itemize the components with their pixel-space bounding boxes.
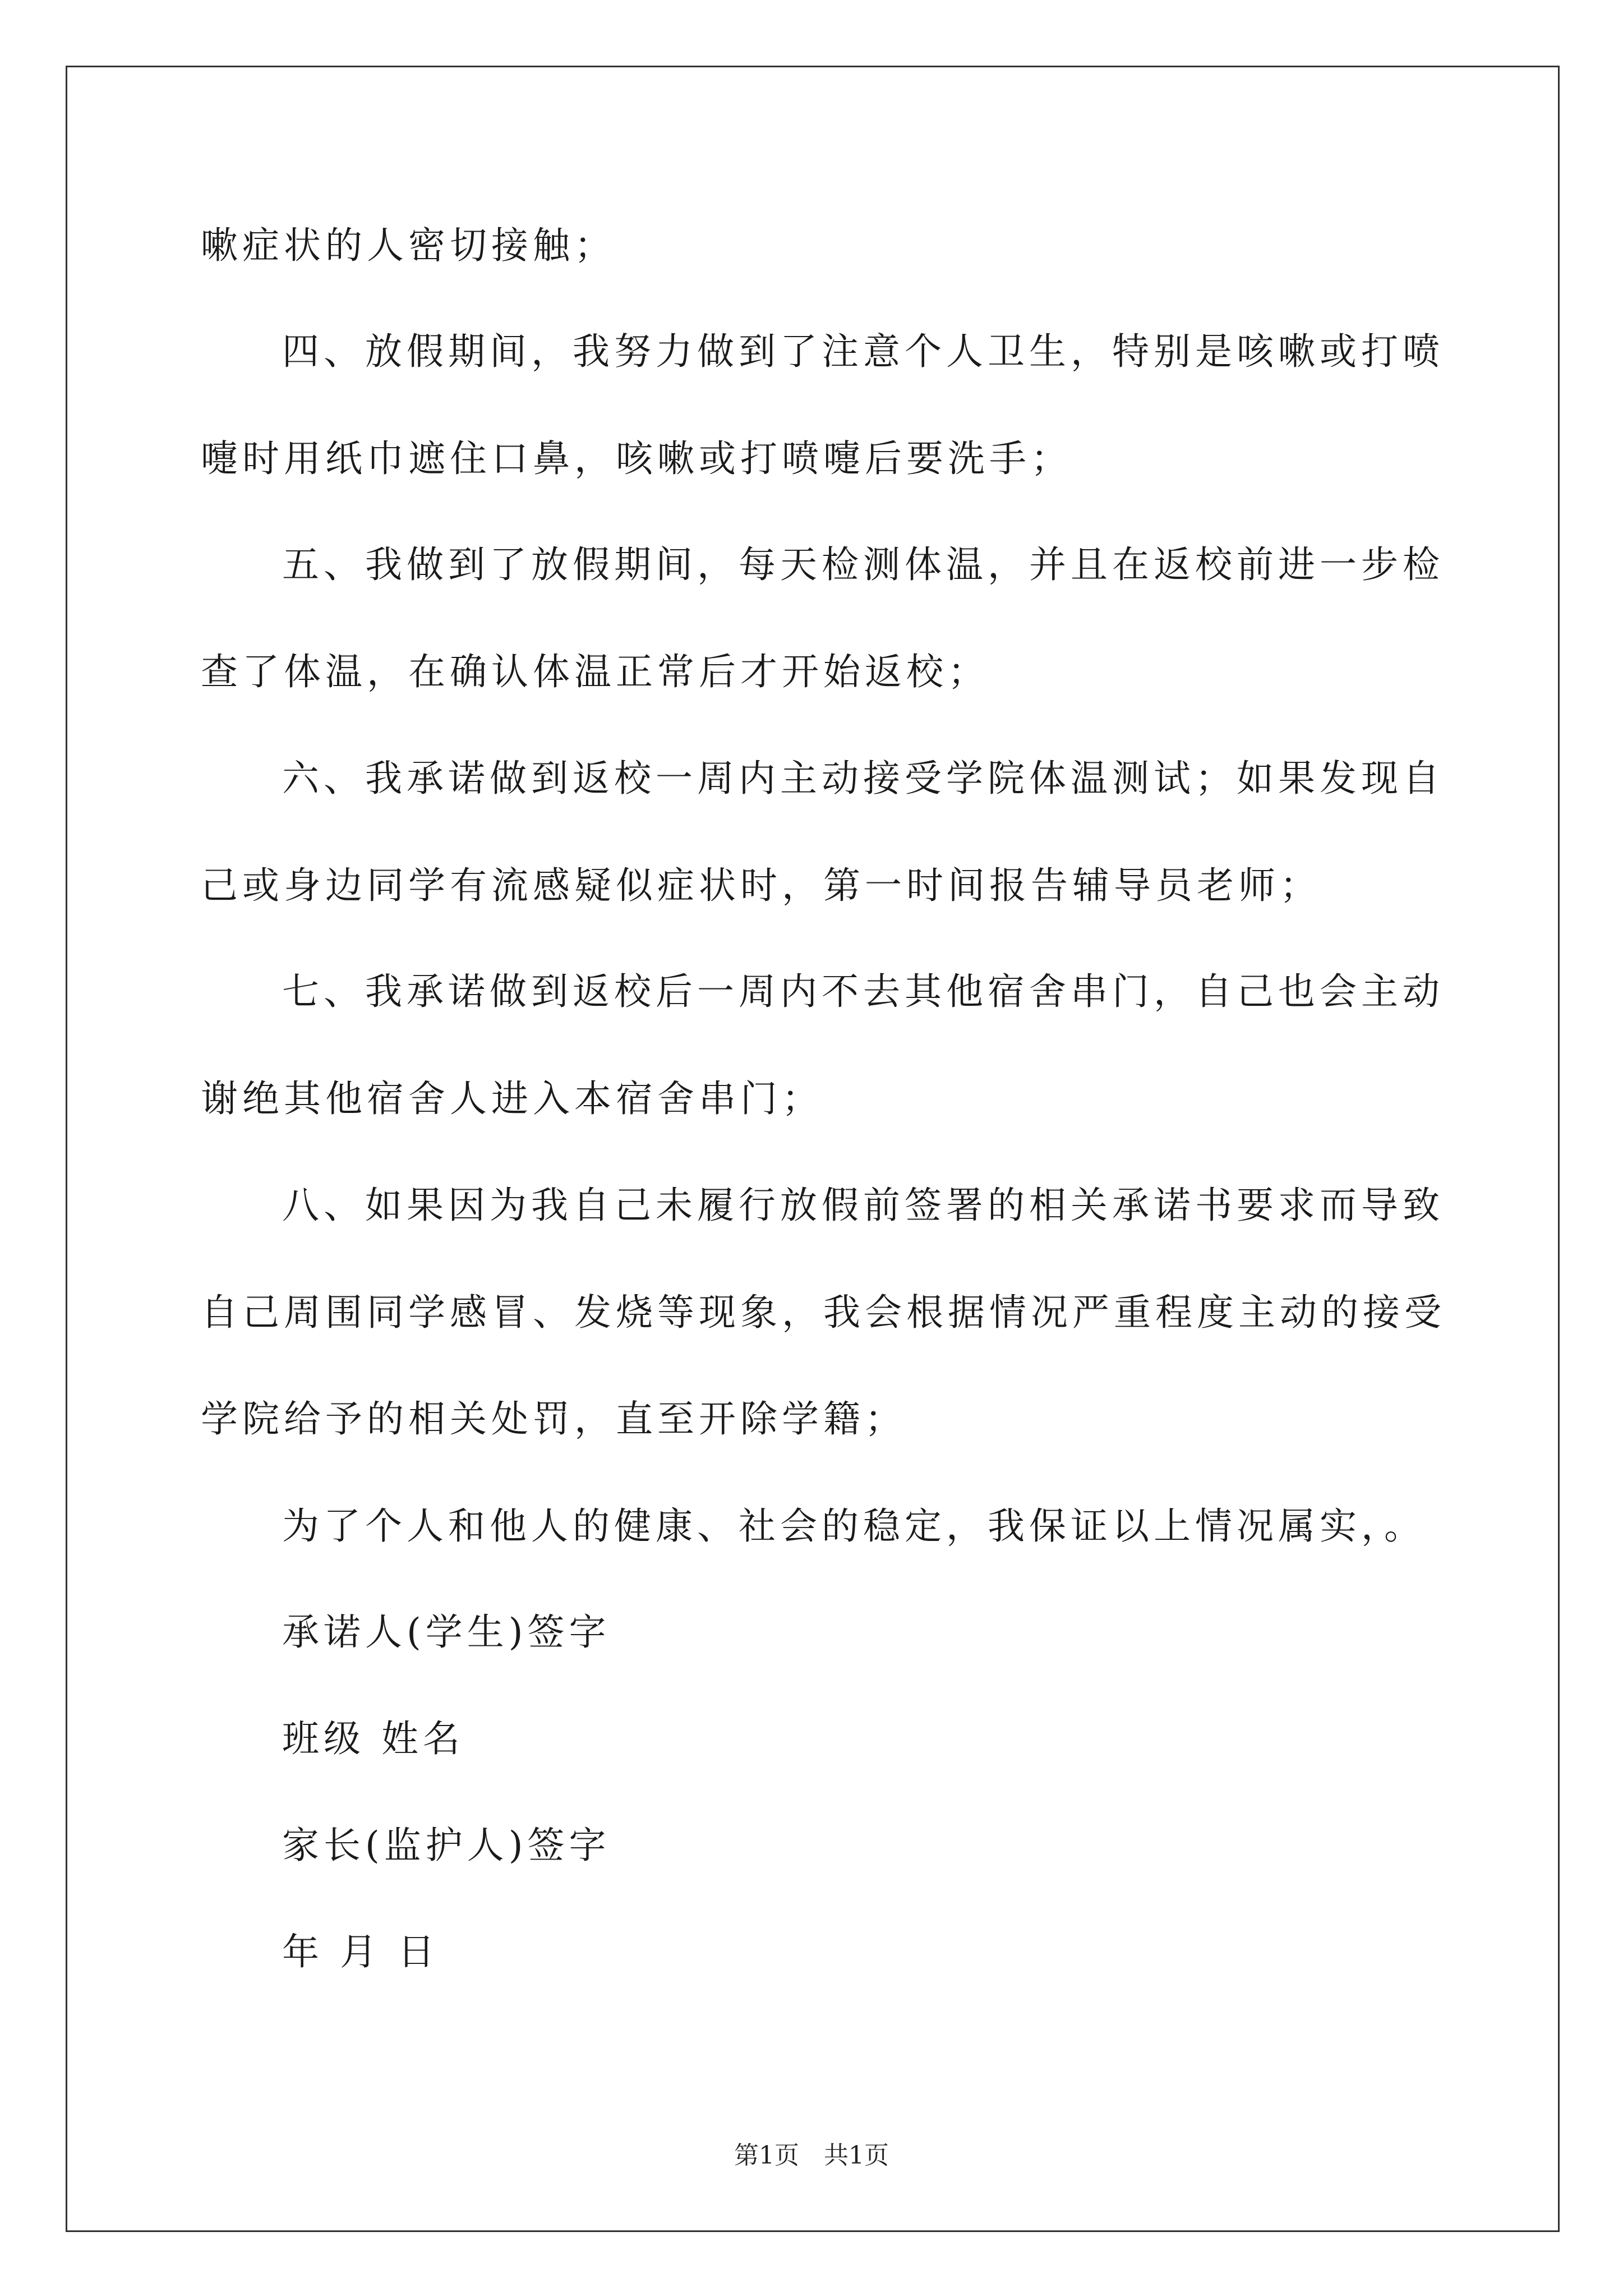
paragraph-line: 学院给予的相关处罚，直至开除学籍； <box>201 1397 906 1441</box>
paragraph-line: 查了体温，在确认体温正常后才开始返校； <box>201 650 989 693</box>
page-border <box>66 66 1560 2232</box>
signature-line-promisor: 承诺人(学生)签字 <box>282 1611 611 1654</box>
date-line: 年 月 日 <box>282 1930 439 1973</box>
signature-line-guardian: 家长(监护人)签字 <box>282 1824 611 1867</box>
paragraph-line: 己或身边同学有流感疑似症状时，第一时间报告辅导员老师； <box>201 864 1321 907</box>
paragraph-line: 六、我承诺做到返校一周内主动接受学院体温测试；如果发现自 <box>282 757 1444 800</box>
paragraph-line: 五、我做到了放假期间，每天检测体温，并且在返校前进一步检 <box>282 543 1444 586</box>
paragraph-line: 七、我承诺做到返校后一周内不去其他宿舍串门，自己也会主动 <box>282 970 1444 1013</box>
signature-line-class-name: 班级 姓名 <box>282 1717 464 1760</box>
paragraph-line: 自己周围同学感冒、发烧等现象，我会根据情况严重程度主动的接受 <box>201 1291 1446 1334</box>
paragraph-line: 四、放假期间，我努力做到了注意个人卫生，特别是咳嗽或打喷 <box>282 330 1444 373</box>
page-number: 第1页 共1页 <box>734 2141 889 2170</box>
paragraph-line: 嚏时用纸巾遮住口鼻，咳嗽或打喷嚏后要洗手； <box>201 437 1072 480</box>
paragraph-line: 八、如果因为我自己未履行放假前签署的相关承诺书要求而导致 <box>282 1184 1444 1227</box>
paragraph-line: 嗽症状的人密切接触； <box>201 224 616 267</box>
paragraph-line: 谢绝其他宿舍人进入本宿舍串门； <box>201 1077 823 1120</box>
paragraph-line: 为了个人和他人的健康、社会的稳定，我保证以上情况属实，。 <box>282 1504 1426 1548</box>
